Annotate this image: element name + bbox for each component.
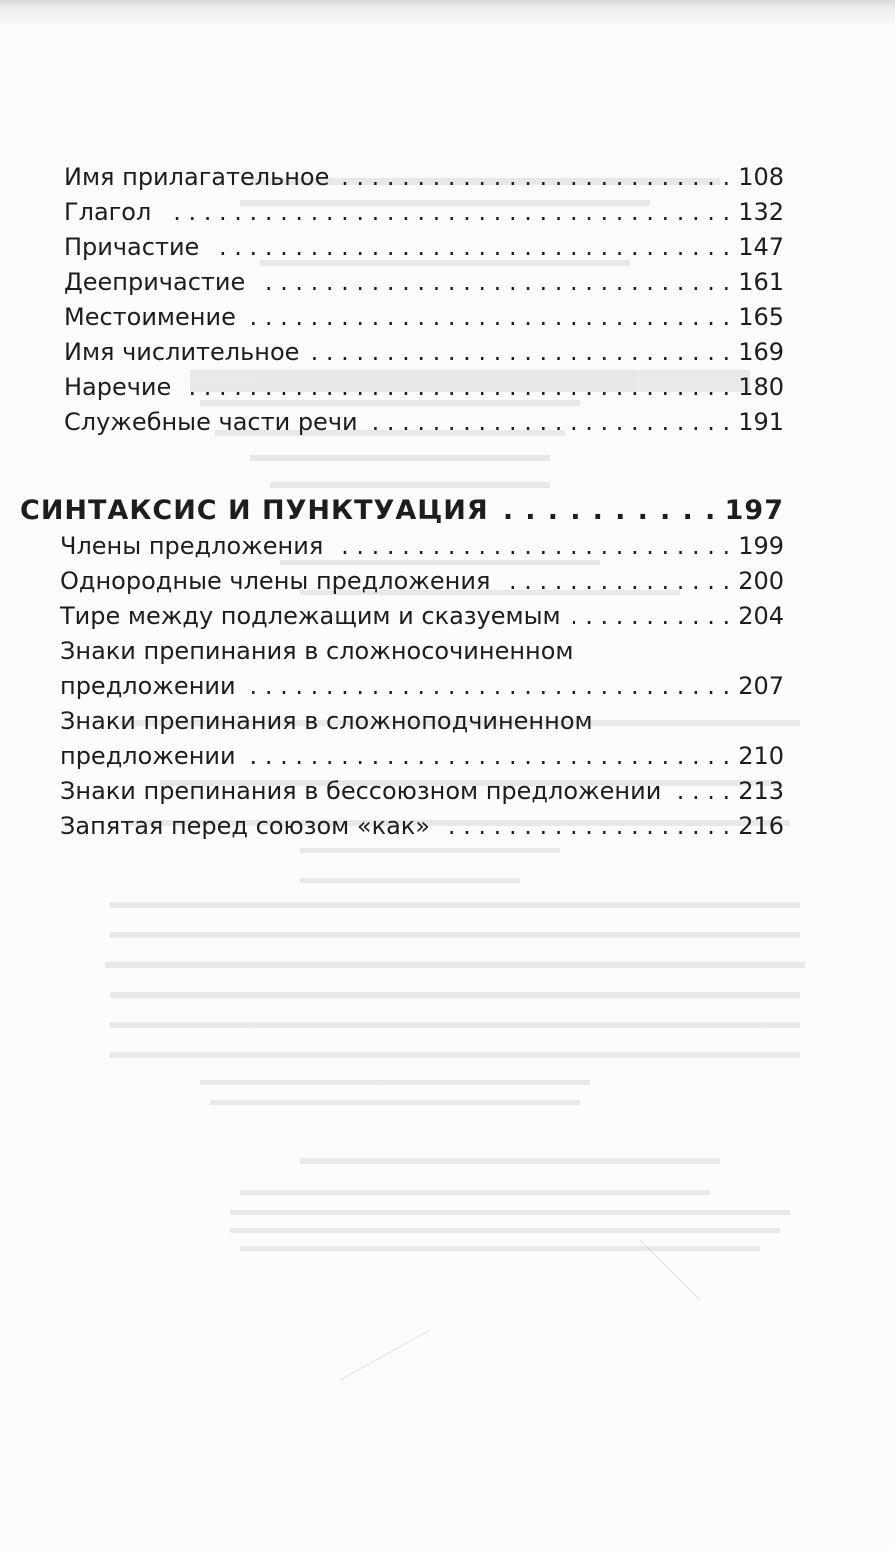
dot-leader <box>673 774 730 809</box>
dot-leader <box>248 739 731 774</box>
toc-entry <box>60 599 784 634</box>
dot-leader <box>335 529 730 564</box>
dot-leader <box>183 370 730 405</box>
dot-leader <box>257 265 730 300</box>
toc-entry-title: Местоимение <box>64 303 236 331</box>
toc-entry-page: 204 <box>738 602 784 630</box>
toc-entry <box>64 335 784 370</box>
toc-section-syntax <box>20 493 784 844</box>
toc-entry-title-line1: Знаки препинания в сложносочиненном <box>60 637 574 665</box>
toc-entry-page: 216 <box>738 812 784 840</box>
toc-entry <box>64 195 784 230</box>
toc-entry-page: 147 <box>738 233 784 261</box>
toc-entry <box>64 300 784 335</box>
toc-entry <box>64 370 784 405</box>
dot-leader <box>311 335 730 370</box>
toc-entry <box>64 265 784 300</box>
toc-entry <box>64 230 784 265</box>
toc-entry-title: Глагол <box>64 198 152 226</box>
dot-leader <box>573 599 731 634</box>
toc-entry-page: 213 <box>738 777 784 805</box>
toc-entry-title: Знаки препинания в бессоюзном предложении <box>60 777 662 805</box>
dot-leader <box>341 160 730 195</box>
toc-entry <box>60 774 784 809</box>
toc-entry-title: Имя прилагательное <box>64 163 330 191</box>
table-of-contents <box>20 160 784 844</box>
toc-entry-title: Члены предложения <box>60 532 324 560</box>
toc-entry-title: Причастие <box>64 233 200 261</box>
toc-entry-page: 180 <box>738 373 784 401</box>
toc-entry-page: 210 <box>738 742 784 770</box>
toc-entry-title-line2: предложении <box>60 672 236 700</box>
toc-entry-title: Наречие <box>64 373 172 401</box>
dot-leader <box>248 300 730 335</box>
dot-leader <box>211 230 730 265</box>
dot-leader <box>163 195 730 230</box>
dot-leader <box>442 809 730 844</box>
toc-entry-page: 200 <box>738 567 784 595</box>
toc-entry-title-line1: Знаки препинания в сложноподчиненном <box>60 707 593 735</box>
dot-leader <box>502 564 730 599</box>
toc-entry <box>60 809 784 844</box>
toc-entry-line2 <box>60 669 784 704</box>
toc-entry-title-line2: предложении <box>60 742 236 770</box>
toc-entry <box>64 405 784 440</box>
toc-entry-page: 165 <box>738 303 784 331</box>
toc-section-heading <box>20 493 784 529</box>
toc-entry-page: 191 <box>738 408 784 436</box>
toc-entry-page: 108 <box>738 163 784 191</box>
dot-leader <box>248 669 731 704</box>
toc-entry-page: 199 <box>738 532 784 560</box>
toc-entry-page: 161 <box>738 268 784 296</box>
toc-entry <box>60 564 784 599</box>
dot-leader <box>501 493 717 529</box>
toc-section-page: 197 <box>724 495 784 526</box>
toc-entry-title: Имя числительное <box>64 338 300 366</box>
toc-section-title: СИНТАКСИС И ПУНКТУАЦИЯ <box>20 495 489 526</box>
toc-group-morphology <box>64 160 784 440</box>
toc-entry <box>60 529 784 564</box>
toc-entry-title: Тире между подлежащим и сказуемым <box>60 602 561 630</box>
dot-leader <box>370 405 731 440</box>
toc-entry-title: Служебные части речи <box>64 408 358 436</box>
toc-entry-title: Деепричастие <box>64 268 246 296</box>
toc-entry-page: 207 <box>738 672 784 700</box>
toc-entry-page: 132 <box>738 198 784 226</box>
toc-entry-title: Однородные члены предложения <box>60 567 491 595</box>
toc-entry <box>64 160 784 195</box>
toc-entry-line2 <box>60 739 784 774</box>
toc-entry-page: 169 <box>738 338 784 366</box>
toc-entry-multiline <box>60 704 784 774</box>
toc-entry-multiline <box>60 634 784 704</box>
toc-entry-title: Запятая перед союзом «как» <box>60 812 430 840</box>
